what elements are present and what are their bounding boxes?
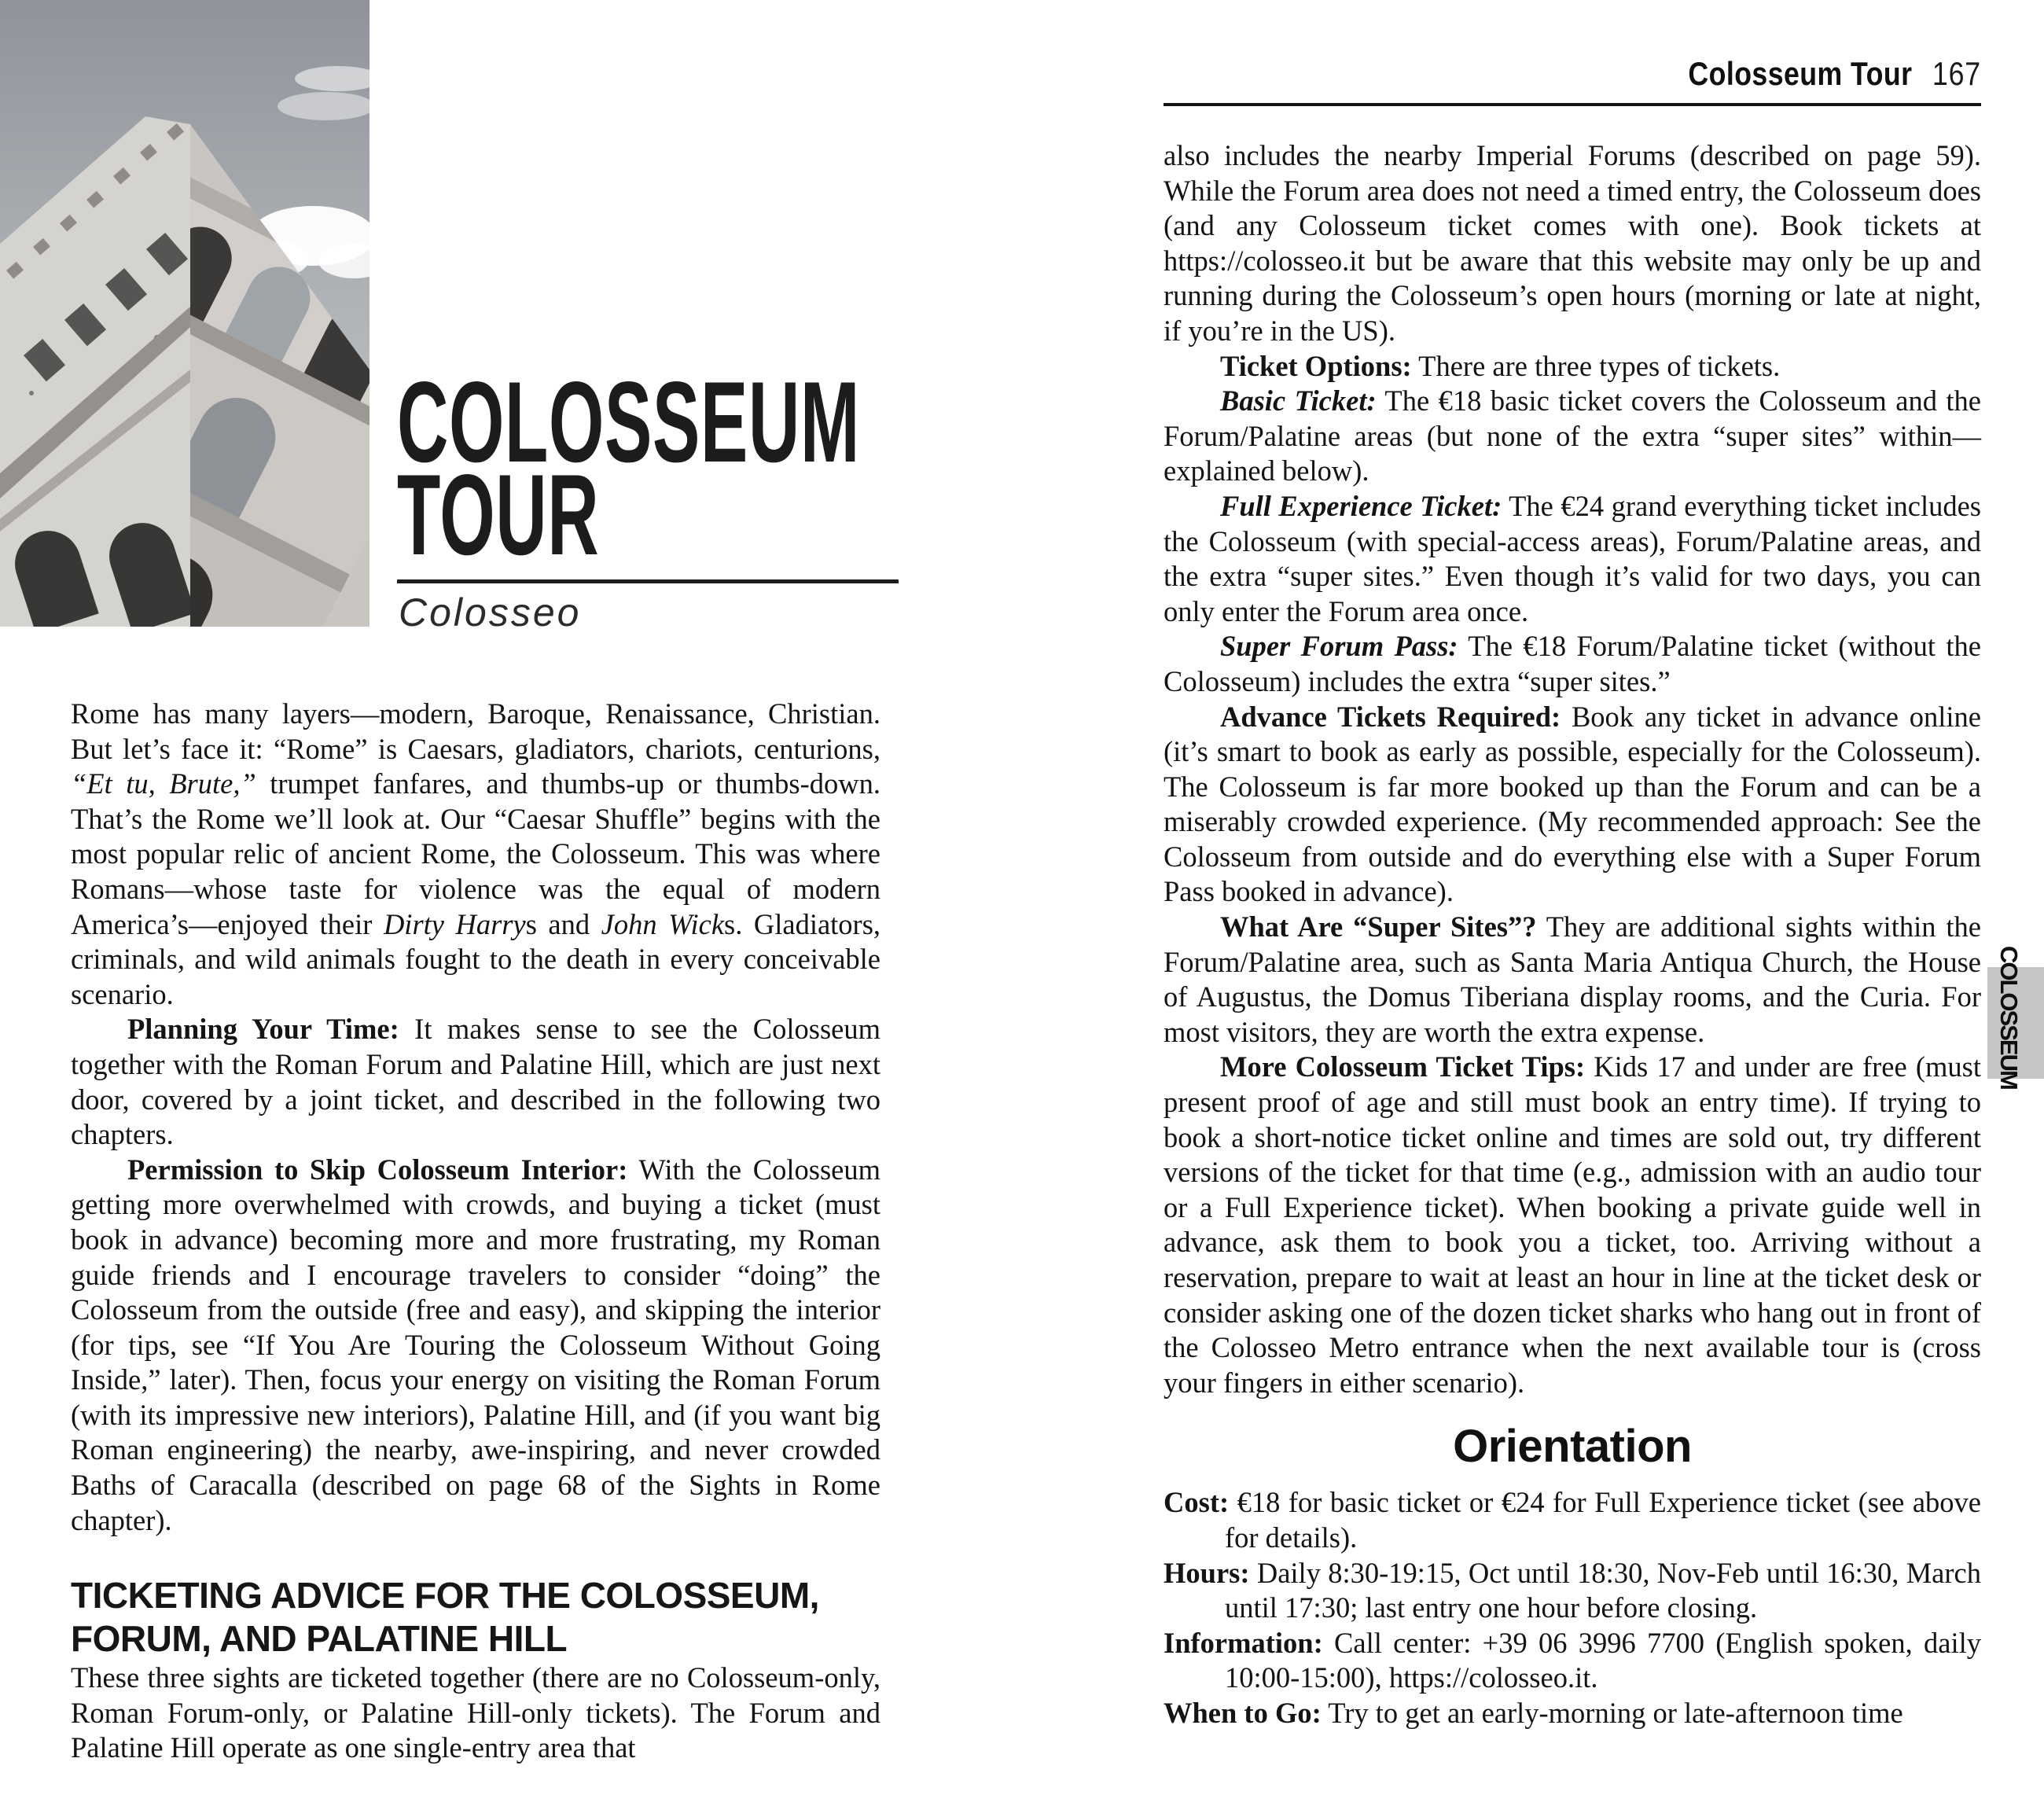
orientation-hours-item: Hours: Daily 8:30-19:15, Oct until 18:30, Nov-Feb until 16:30, March until 17:30; last entry one hour before closing. [1164,1556,1981,1624]
imperial-forums-paragraph: also includes the nearby Imperial Forums (described on page 59). While the Forum area does not need a timed entry, the Colosseum does (and any Colosseum ticket comes with one). Book tickets at https://colosseo.it but be aware that this website may only be up and running during the Colosseum’s open hours (morning or late at night, if you’re in the US). [1164,139,1981,347]
running-header [1286,55,1981,93]
ticketing-advice-heading [71,1574,880,1661]
advance-tickets-paragraph: Advance Tickets Required: Book any ticket in advance online (it’s smart to book as early as possible, especially for the Colosseum). The Colosseum is far more booked up than the Forum and can be a miserably crowded experience. (My recommended approach: See the Colosseum from outside and do everything else with a Super Forum Pass booked in advance). [1164,700,1981,908]
full-experience-ticket-paragraph: Full Experience Ticket: The €24 grand everything ticket includes the Colosseum (with special-access areas), Forum/Palatine areas, and the extra “super sites.” Even though it’s valid for two days, you can only enter the Forum area once. [1164,489,1981,627]
planning-your-time-paragraph: Planning Your Time: It makes sense to see the Colosseum together with the Roman Forum and Palatine Hill, which are just next door, covered by a joint ticket, and described in the following two chapters. [71,1013,880,1151]
orientation-when-to-go-item: When to Go: Try to get an early-morning or late-afternoon time [1164,1696,1903,1729]
ticket-options-paragraph: Ticket Options: There are three types of tickets. [1220,349,1781,382]
basic-ticket-paragraph: Basic Ticket: The €18 basic ticket covers the Colosseum and the Forum/Palatine areas (but none of the extra “super sites” within—explained below). [1164,384,1981,487]
ticketing-advice-heading-line2: FORUM, AND PALATINE HILL [71,1618,568,1660]
ticketing-advice-heading-line1: TICKETING ADVICE FOR THE COLOSSEUM, [71,1575,819,1617]
side-tab-label: COLOSSEUM [1995,946,2023,1089]
chapter-title-line2: TOUR [397,451,600,579]
colosseum-photo-illustration [0,0,369,627]
right-column [1164,138,1981,1731]
chapter-title [397,358,860,579]
running-header-page-number: 167 [1932,55,1981,92]
chapter-title-line1: COLOSSEUM [397,358,860,486]
intro-paragraph: Rome has many layers—modern, Baroque, Renaissance, Christian. But let’s face it: “Rome” is Caesars, gladiators, chariots, centurions, “Et tu, Brute,” trumpet fanfares, and thumbs-up or thumbs-down. That’s the Rome we’ll look at. Our “Caesar Shuffle” begins with the most popular relic of ancient Rome, the Colosseum. This was where Romans—whose taste for violence was the equal of modern America’s—enjoyed their Dirty Harrys and John Wicks. Gladiators, criminals, and wild animals fought to the death in every conceivable scenario. [71,697,881,1010]
orientation-information-item: Information: Call center: +39 06 3996 7700 (English spoken, daily 10:00-15:00), https://colosseo.it. [1164,1626,1981,1694]
permission-to-skip-paragraph: Permission to Skip Colosseum Interior: With the Colosseum getting more overwhelmed with crowds, and buying a ticket (must book in advance) becoming more and more frustrating, my Roman guide friends and I encourage travelers to consider “doing” the Colosseum from the outside (free and easy), and skipping the interior (for tips, see “If You Are Touring the Colosseum Without Going Inside,” later). Then, focus your energy on visiting the Roman Forum (with its impressive new interiors), Palatine Hill, and (if you want big Roman engineering) the nearby, awe-inspiring, and never crowded Baths of Caracalla (described on page 68 of the Sights in Rome chapter). [71,1153,880,1536]
running-header-rule [1164,103,1981,106]
running-header-title: Colosseum Tour [1688,55,1913,92]
orientation-cost-item: Cost: €18 for basic ticket or €24 for Full Experience ticket (see above for details). [1164,1486,1981,1554]
super-sites-paragraph: What Are “Super Sites”? They are additional sights within the Forum/Palatine area, such as Santa Maria Antiqua Church, the House of Augustus, the Domus Tiberiana display rooms, and the Curia. For most visitors, they are worth the extra expense. [1164,910,1981,1048]
ticketing-intro-paragraph: These three sights are ticketed together (there are no Colosseum-only, Roman Forum-only, or Palatine Hill-only tickets). The Forum and Palatine Hill operate as one single-entry area that [71,1661,880,1764]
super-forum-pass-paragraph: Super Forum Pass: The €18 Forum/Palatine ticket (without the Colosseum) includes the extra “super sites.” [1164,630,1981,697]
orientation-heading: Orientation [1453,1421,1692,1473]
more-ticket-tips-paragraph: More Colosseum Ticket Tips: Kids 17 and under are free (must present proof of age and still must book an entry time). If trying to book a short-notice ticket online and times are sold out, try different versions of the ticket for that time (e.g., admission with an audio tour or a Full Experience ticket). When booking a private guide well in advance, ask them to book you a ticket, too. Arriving without a reservation, prepare to wait at least an hour in line at the ticket desk or consider asking one of the dozen ticket sharks who hang out in front of the Colosseo Metro entrance when the next available tour is (cross your fingers in either scenario). [1164,1050,1981,1399]
title-rule [397,579,899,583]
chapter-subtitle: Colosseo [399,590,582,634]
left-column [71,697,880,1766]
colosseum-photo [0,0,369,627]
